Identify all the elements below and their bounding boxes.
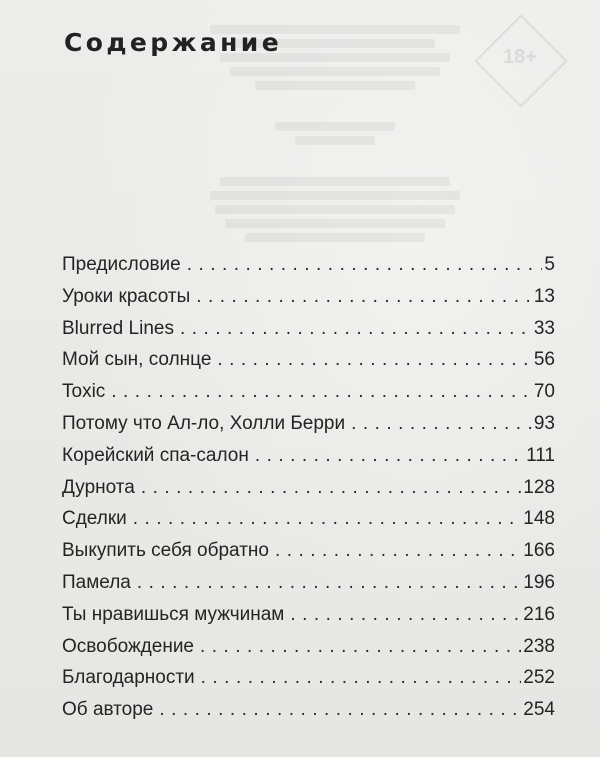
toc-entry-title: Ты нравишься мужчинам — [62, 603, 285, 625]
dot-leader — [200, 636, 521, 658]
dot-leader — [180, 318, 532, 340]
toc-entry-page-number: 5 — [544, 254, 555, 275]
dot-leader — [159, 699, 521, 721]
toc-entry-title: Toxic — [62, 381, 106, 403]
toc-entry-title: Дурнота — [62, 476, 135, 498]
toc-entry-title: Об авторе — [62, 699, 154, 721]
toc-entry[interactable] — [62, 318, 555, 350]
page-title: Содержание — [64, 28, 283, 57]
toc-entry[interactable] — [62, 286, 555, 318]
toc-entry[interactable] — [62, 508, 555, 540]
dot-leader — [217, 349, 531, 371]
toc-entry-title: Мой сын, солнце — [62, 349, 212, 371]
toc-entry-title: Blurred Lines — [62, 317, 174, 339]
toc-entry-title: Освобождение — [62, 635, 194, 657]
toc-entry[interactable] — [62, 572, 555, 604]
toc-entry-page-number: 252 — [523, 667, 555, 689]
toc-entry-page-number: 13 — [533, 285, 555, 307]
toc-entry-title: Благодарности — [62, 667, 195, 689]
dot-leader — [275, 540, 521, 562]
toc-entry[interactable] — [62, 667, 555, 699]
toc-entry-page-number: 93 — [533, 412, 555, 434]
toc-entry-page-number: 128 — [523, 476, 555, 498]
toc-entry-page-number: 33 — [533, 317, 555, 339]
toc-entry-title: Уроки красоты — [62, 285, 191, 307]
toc-entry-title: Потому что Ал-ло, Холли Берри — [62, 412, 346, 434]
toc-entry-page-number: 56 — [533, 349, 555, 371]
dot-leader — [201, 667, 522, 689]
dot-leader — [141, 477, 521, 499]
toc-entry[interactable] — [62, 699, 555, 731]
age-rating-text: 18+ — [503, 46, 537, 68]
dot-leader — [351, 413, 532, 435]
toc-entry[interactable] — [62, 636, 555, 668]
dot-leader — [137, 572, 521, 594]
toc-entry-page-number: 70 — [533, 381, 555, 403]
toc-entry-title: Предисловие — [62, 254, 181, 275]
toc-entry-page-number: 238 — [523, 635, 555, 657]
toc-entry[interactable] — [62, 477, 555, 509]
dot-leader — [111, 381, 532, 403]
dot-leader — [187, 254, 543, 276]
toc-entry-page-number: 254 — [523, 699, 555, 721]
toc-entry[interactable] — [62, 540, 555, 572]
toc-entry-title: Корейский спа-салон — [62, 444, 249, 466]
toc-entry-page-number: 111 — [526, 444, 555, 466]
toc-entry[interactable] — [62, 254, 555, 286]
dot-leader — [290, 604, 521, 626]
toc-entry[interactable] — [62, 349, 555, 381]
toc-entry[interactable] — [62, 413, 555, 445]
toc-entry-title: Памела — [62, 571, 131, 593]
toc-entry[interactable] — [62, 604, 555, 636]
dot-leader — [255, 445, 524, 467]
toc-entry-page-number: 216 — [523, 603, 555, 625]
table-of-contents — [62, 254, 555, 731]
toc-entry-title: Сделки — [62, 508, 127, 530]
toc-entry[interactable] — [62, 445, 555, 477]
toc-entry-page-number: 148 — [523, 508, 555, 530]
dot-leader — [133, 508, 522, 530]
toc-entry-page-number: 166 — [523, 540, 555, 562]
toc-entry-title: Выкупить себя обратно — [62, 540, 269, 562]
dot-leader — [196, 286, 532, 308]
toc-entry-page-number: 196 — [523, 571, 555, 593]
toc-entry[interactable] — [62, 381, 555, 413]
